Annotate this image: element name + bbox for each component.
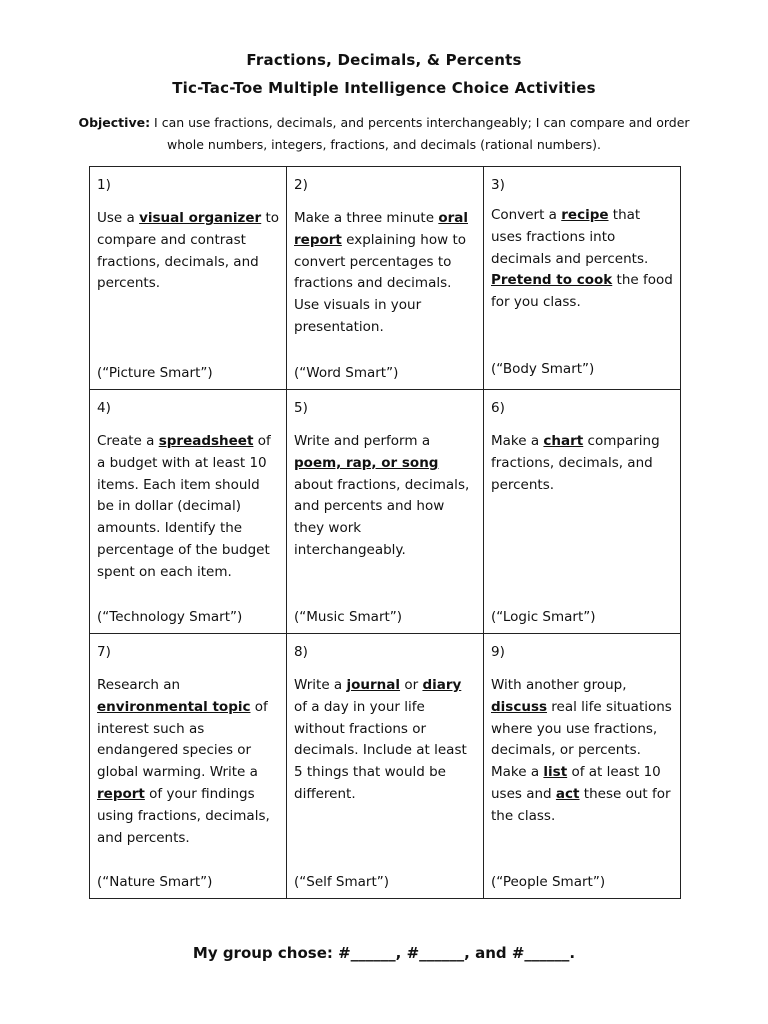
activity-text: Write and perform a (294, 433, 431, 449)
activity-text: Create a (97, 433, 159, 449)
activity-number: 5) (294, 400, 308, 416)
activity-text: of your findings using fractions, decimals, and percents. (97, 785, 270, 846)
activity-number: 7) (97, 644, 111, 660)
page-subtitle: Tic-Tac-Toe Multiple Intelligence Choice Activities (172, 79, 596, 97)
objective-text: I can use fractions, decimals, and percents interchangeably; I can compare and order whole numbers, integers, fractions, and decimals (rational numbers). (150, 115, 690, 152)
activity-number: 4) (97, 400, 111, 416)
intelligence-label: (“Music Smart”) (294, 609, 403, 625)
activity-description (294, 208, 477, 339)
intelligence-label: (“Body Smart”) (491, 361, 595, 377)
intelligence-label: (“Nature Smart”) (97, 874, 213, 890)
activity-keyword: visual organizer (139, 210, 262, 226)
intelligence-label: (“Technology Smart”) (97, 609, 243, 625)
intelligence-label: (“People Smart”) (491, 874, 606, 890)
activity-text: of interest such as endangered species or global warming. Write a (97, 698, 268, 781)
activity-keyword: journal (346, 677, 401, 693)
activity-number: 6) (491, 400, 505, 416)
activity-cell (287, 167, 484, 390)
activity-description (97, 208, 280, 295)
activity-keyword: Pretend to cook (491, 272, 613, 289)
activity-number: 2) (294, 177, 308, 193)
activity-text: of a budget with at least 10 items. Each item should be in dollar (decimal) amounts. Identify the percentage of the budget spent on each item. (97, 433, 271, 580)
activity-keyword: act (555, 785, 580, 802)
activity-text: explaining how to convert percentages to fractions and decimals. Use visuals in your presentation. (294, 231, 466, 335)
activity-cell (90, 634, 287, 899)
intelligence-label: (“Self Smart”) (294, 874, 390, 890)
activity-text: to compare and contrast fractions, decimals, and percents. (97, 210, 280, 292)
intelligence-label: (“Logic Smart”) (491, 609, 596, 625)
activity-text: of at least 10 uses and (491, 764, 661, 802)
objective-label: Objective: (78, 115, 151, 130)
activity-description (294, 675, 477, 806)
objective (60, 112, 708, 156)
activity-text: With another group, (491, 677, 627, 693)
activity-cell (484, 390, 681, 634)
activity-text: that uses fractions into decimals and percents. (491, 207, 649, 267)
activity-keyword: diary (422, 677, 462, 693)
activity-cell (90, 390, 287, 634)
activity-number: 9) (491, 644, 505, 660)
activity-number: 8) (294, 644, 308, 660)
activity-text: comparing fractions, decimals, and percents. (491, 433, 660, 493)
activity-description (97, 675, 280, 849)
activity-text: Write a (294, 677, 347, 693)
activity-text: these out for the class. (491, 785, 671, 824)
activity-keyword: environmental topic (97, 698, 251, 715)
activity-text: of a day in your life without fractions or decimals. Include at least 5 things that would be different. (294, 698, 467, 802)
intelligence-label: (“Picture Smart”) (97, 365, 213, 381)
activity-text: about fractions, decimals, and percents and how they work interchangeably. (294, 476, 470, 558)
activity-number: 1) (97, 177, 111, 193)
activity-keyword: list (543, 764, 568, 781)
activity-keyword: discuss (491, 698, 548, 715)
activity-keyword: chart (543, 433, 584, 449)
activity-description (97, 431, 280, 584)
tic-tac-toe-grid (89, 166, 681, 899)
activity-description (491, 205, 674, 314)
activity-text: Convert a (491, 207, 562, 223)
activity-description (491, 431, 674, 496)
activity-number: 3) (491, 177, 505, 193)
activity-text: or (400, 677, 423, 693)
intelligence-label: (“Word Smart”) (294, 365, 399, 381)
activity-description (294, 431, 477, 562)
activity-text: Use a (97, 210, 140, 226)
activity-text: Make a (491, 433, 544, 449)
activity-text: real life situations where you use fractions, decimals, or percents. Make a (491, 698, 672, 781)
activity-keyword: oral report (294, 210, 468, 248)
activity-keyword: report (97, 785, 145, 802)
activity-text: Make a three minute (294, 210, 439, 226)
page-title: Fractions, Decimals, & Percents (246, 51, 522, 69)
activity-description (491, 675, 674, 828)
activity-cell (90, 167, 287, 390)
activity-cell (484, 167, 681, 390)
activity-cell (287, 390, 484, 634)
activity-keyword: poem, rap, or song (294, 454, 439, 471)
activity-keyword: recipe (561, 207, 609, 223)
activity-keyword: spreadsheet (158, 433, 254, 449)
group-choice-line: My group chose: #______, #______, and #______. (192, 944, 576, 962)
activity-cell (287, 634, 484, 899)
activity-cell (484, 634, 681, 899)
activity-text: the food for you class. (491, 272, 673, 311)
activity-text: Research an (97, 677, 181, 693)
